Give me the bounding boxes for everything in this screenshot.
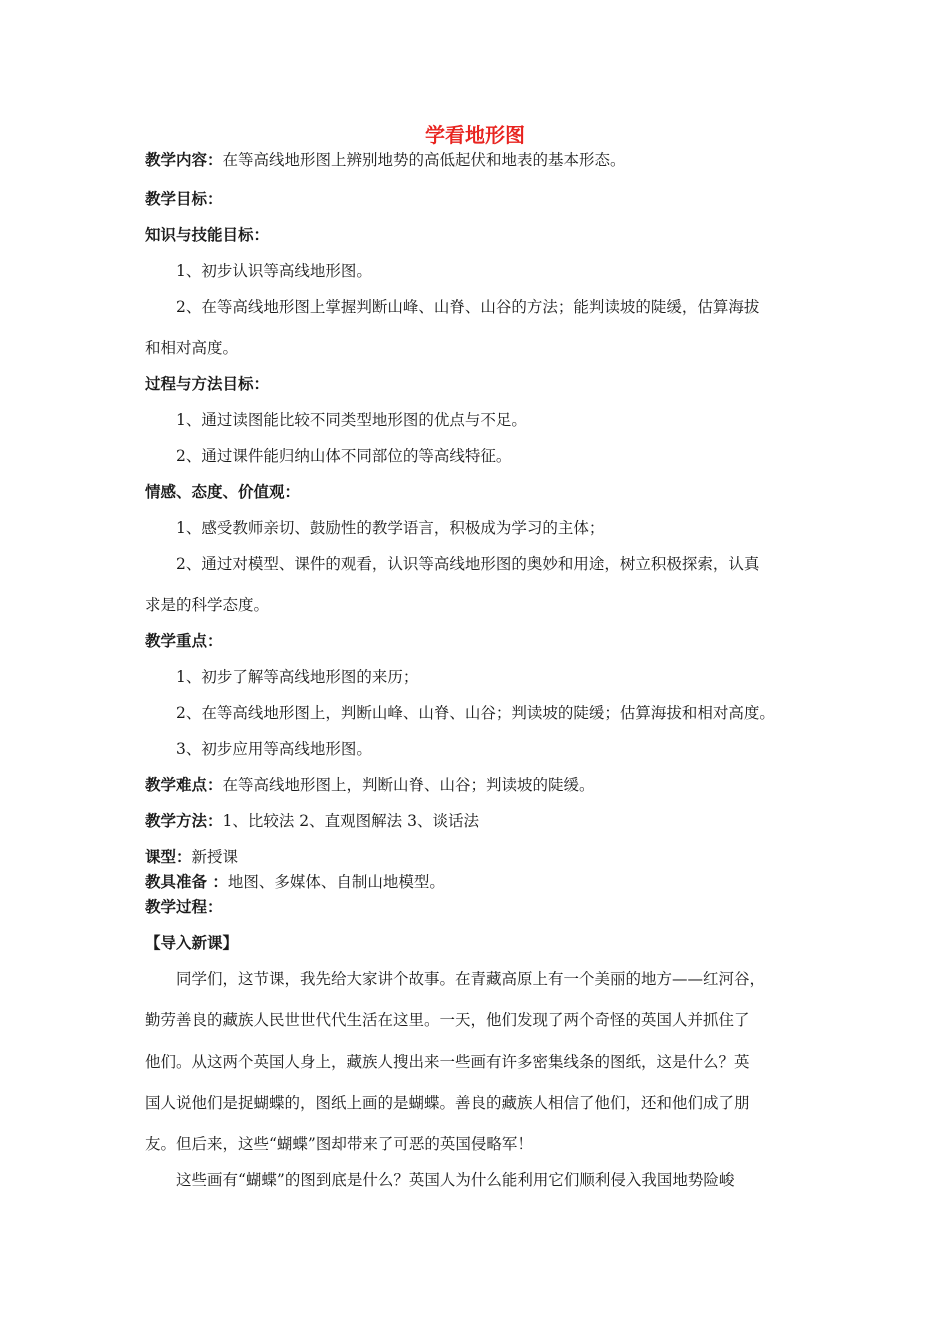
key-points-item-3: 3、初步应用等高线地形图。 <box>176 740 372 758</box>
intro-paragraph-1-line-3: 他们。从这两个英国人身上，藏族人搜出来一些画有许多密集线条的图纸，这是什么？英 <box>145 1053 750 1071</box>
knowledge-item-2-line-1: 2、在等高线地形图上掌握判断山峰、山脊、山谷的方法；能判读坡的陡缓，估算海拔 <box>176 298 760 316</box>
intro-paragraph-2-line-1: 这些画有“蝴蝶”的图到底是什么？英国人为什么能利用它们顺利侵入我国地势险峻 <box>176 1171 735 1189</box>
intro-paragraph-1-line-1: 同学们，这节课，我先给大家讲个故事。在青藏高原上有一个美丽的地方——红河谷， <box>176 970 766 988</box>
teaching-content-line <box>145 150 626 170</box>
knowledge-heading: 知识与技能目标： <box>145 226 270 244</box>
materials-line <box>145 872 445 892</box>
lesson-type-label: 课型： <box>145 848 192 866</box>
document-title: 学看地形图 <box>425 123 525 147</box>
emotion-item-2-line-2: 求是的科学态度。 <box>145 596 270 614</box>
process-method-heading: 过程与方法目标： <box>145 375 270 393</box>
difficulty-line <box>145 775 595 795</box>
objectives-heading: 教学目标： <box>145 190 223 208</box>
knowledge-item-2-line-2: 和相对高度。 <box>145 339 239 357</box>
intro-paragraph-1-line-5: 友。但后来，这些“蝴蝶”图却带来了可恶的英国侵略军！ <box>145 1135 533 1153</box>
methods-label: 教学方法： <box>145 812 223 830</box>
key-points-item-1: 1、初步了解等高线地形图的来历； <box>176 668 419 686</box>
process-heading: 教学过程： <box>145 898 223 916</box>
process-method-item-1: 1、通过读图能比较不同类型地形图的优点与不足。 <box>176 411 527 429</box>
methods-text: 1、比较法 2、直观图解法 3、谈话法 <box>222 812 479 830</box>
key-points-heading: 教学重点： <box>145 632 223 650</box>
emotion-item-1: 1、感受教师亲切、鼓励性的教学语言，积极成为学习的主体； <box>176 519 605 537</box>
intro-paragraph-1-line-2: 勤劳善良的藏族人民世世代代生活在这里。一天，他们发现了两个奇怪的英国人并抓住了 <box>145 1011 750 1029</box>
lesson-type-line <box>145 847 238 867</box>
intro-heading: 【导入新课】 <box>145 934 239 952</box>
materials-text: 地图、多媒体、自制山地模型。 <box>227 873 445 891</box>
process-method-item-2: 2、通过课件能归纳山体不同部位的等高线特征。 <box>176 447 512 465</box>
key-points-item-2: 2、在等高线地形图上，判断山峰、山脊、山谷；判读坡的陡缓；估算海拔和相对高度。 <box>176 704 775 722</box>
teaching-content-text: 在等高线地形图上辨别地势的高低起伏和地表的基本形态。 <box>222 151 626 169</box>
intro-paragraph-1-line-4: 国人说他们是捉蝴蝶的，图纸上画的是蝴蝶。善良的藏族人相信了他们，还和他们成了朋 <box>145 1094 750 1112</box>
difficulty-label: 教学难点： <box>145 776 223 794</box>
lesson-type-text: 新授课 <box>191 848 239 866</box>
emotion-heading: 情感、态度、价值观： <box>145 483 301 501</box>
knowledge-item-1: 1、初步认识等高线地形图。 <box>176 262 372 280</box>
difficulty-text: 在等高线地形图上，判断山脊、山谷；判读坡的陡缓。 <box>222 776 595 794</box>
methods-line <box>145 811 479 831</box>
emotion-item-2-line-1: 2、通过对模型、课件的观看，认识等高线地形图的奥妙和用途，树立积极探索，认真 <box>176 555 760 573</box>
materials-label: 教具准备 ： <box>145 873 228 891</box>
teaching-content-label: 教学内容： <box>145 151 223 169</box>
